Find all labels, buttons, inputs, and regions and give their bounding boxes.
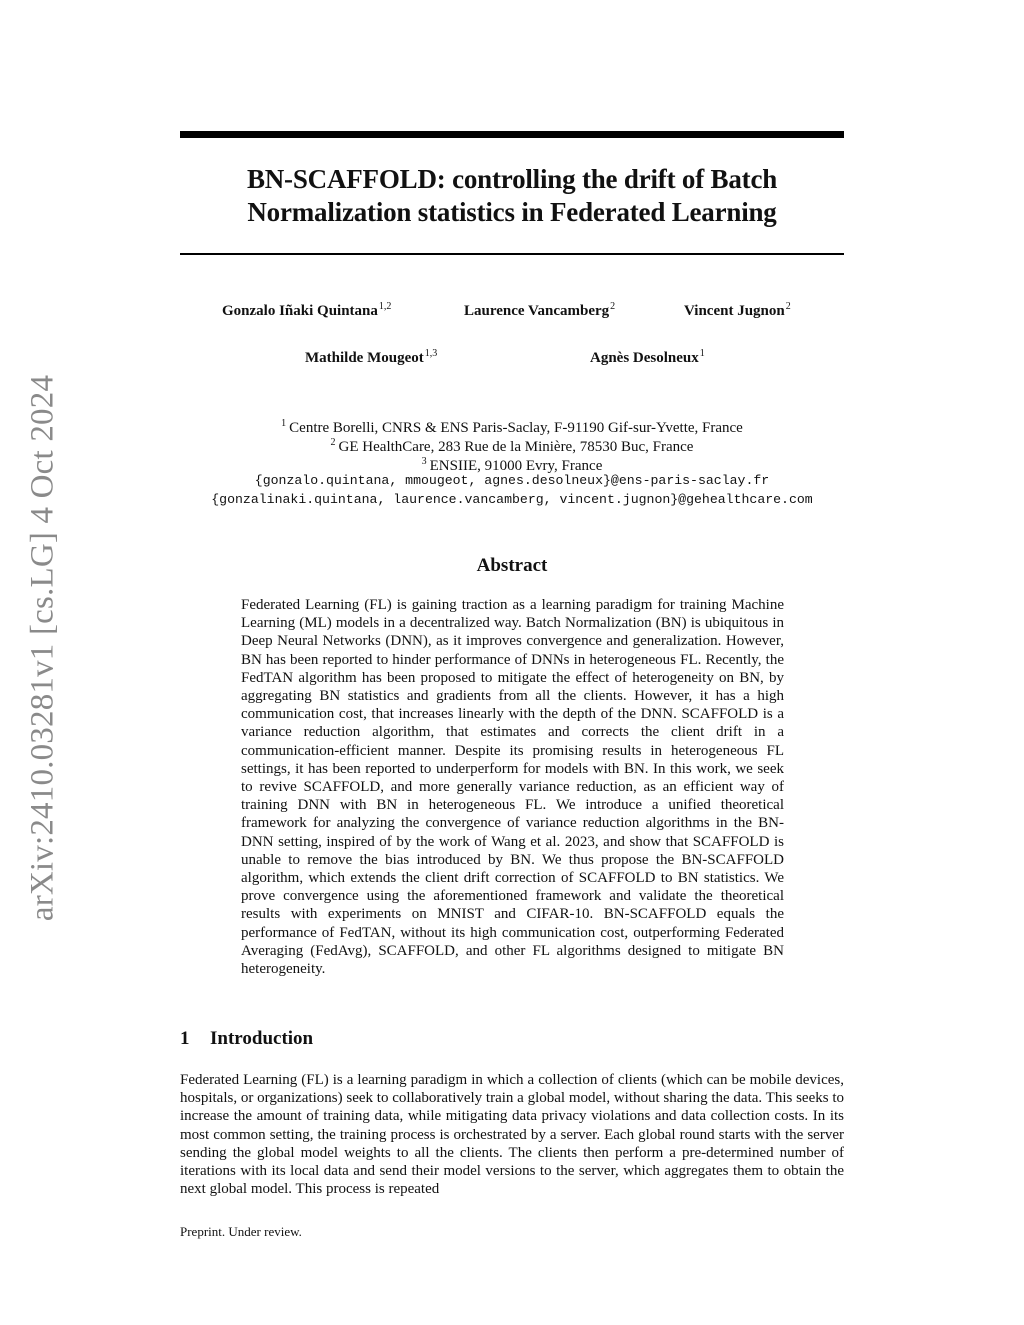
author: [590, 348, 705, 367]
author-name: Vincent Jugnon: [684, 303, 785, 319]
section-body: Federated Learning (FL) is a learning paradigm in which a collection of clients (which can be mobile devices, hospitals, or organizations) seek to collaboratively train a global model, without sharing the data. This seeks to increase the amount of training data, while mitigating data privacy violations and data collection costs. In its most common setting, the training process is orchestrated by a server. Each global round starts with the server sending the global model weights to all the clients. The clients then perform a pre-determined number of iterations with its local data and send their model versions to the server, which aggregates them to obtain the next global model. This process is repeated: [180, 1072, 844, 1198]
section-heading: [180, 1028, 313, 1050]
author: [305, 348, 437, 367]
affiliation-number: 2: [330, 437, 336, 448]
email-line: {gonzalinaki.quintana, laurence.vancamberg, vincent.jugnon}@gehealthcare.com: [211, 492, 813, 507]
footer-note: Preprint. Under review.: [180, 1224, 302, 1239]
title-bottom-rule: [180, 253, 844, 255]
section-title: Introduction: [210, 1028, 314, 1049]
affiliation-text: Centre Borelli, CNRS & ENS Paris-Saclay, F-91190 Gif-sur-Yvette, France: [289, 420, 743, 436]
abstract-heading: Abstract: [476, 555, 548, 576]
abstract-body: Federated Learning (FL) is gaining traction as a learning paradigm for training Machine Learning (ML) models in a decentralized way. Batch Normalization (BN) is ubiquitous in Deep Neural Networks (DNN), as it improves convergence and generalization. However, BN has been reported to hinder performance of DNNs in heterogeneous FL. Recently, the FedTAN algorithm has been proposed to mitigate the effect of heterogeneity on BN, by aggregating BN statistics and gradients from all the clients. However, it has a high communication cost, that increases linearly with the depth of the DNN. SCAFFOLD is a variance reduction algorithm, that estimates and corrects the client drift in a communication-efficient manner. Despite its promising results in heterogeneous FL settings, it has been reported to underperform for models with BN. In this work, we seek to revive SCAFFOLD, and more generally variance reduction, as an efficient way of training DNN with BN in heterogeneous FL. We introduce a unified theoretical framework for analyzing the convergence of variance reduction algorithms in the BN-DNN setting, inspired of by the work of Wang et al. 2023, and show that SCAFFOLD is unable to remove the bias introduced by BN. We thus propose the BN-SCAFFOLD algorithm, which extends the client drift correction of SCAFFOLD to BN statistics. We prove convergence using the aforementioned framework and validate the theoretical results with experiments on MNIST and CIFAR-10. BN-SCAFFOLD equals the performance of FedTAN, without its high communication cost, outperforming Federated Averaging (FedAvg), SCAFFOLD, and other FL algorithms designed to mitigate BN heterogeneity.: [241, 597, 784, 978]
title-line-2: Normalization statistics in Federated Learning: [247, 197, 777, 227]
title-top-rule: [180, 131, 844, 138]
author-affil-mark: 1: [699, 348, 705, 359]
author-name: Gonzalo Iñaki Quintana: [222, 303, 378, 319]
author-name: Mathilde Mougeot: [305, 350, 424, 366]
email-line: {gonzalo.quintana, mmougeot, agnes.desolneux}@ens-paris-saclay.fr: [254, 473, 770, 488]
section-number: 1: [180, 1028, 190, 1049]
author-name: Agnès Desolneux: [590, 350, 699, 366]
author-affil-mark: 1,3: [424, 348, 438, 359]
author-affil-mark: 2: [610, 301, 616, 312]
author: [222, 301, 391, 320]
paper-title: [180, 163, 844, 229]
title-line-1: BN-SCAFFOLD: controlling the drift of Batch: [246, 164, 778, 194]
arxiv-stamp: arXiv:2410.03281v1 [cs.LG] 4 Oct 2024: [24, 374, 61, 922]
author-name: Laurence Vancamberg: [464, 303, 610, 319]
affiliation-text: GE HealthCare, 283 Rue de la Minière, 78530 Buc, France: [338, 439, 694, 455]
author-affil-mark: 2: [785, 301, 791, 312]
affiliation-text: ENSIIE, 91000 Evry, France: [429, 458, 603, 474]
affiliation-number: 1: [281, 418, 287, 429]
author-affil-mark: 1,2: [378, 301, 392, 312]
author: [684, 301, 791, 320]
affiliation-number: 3: [421, 456, 427, 467]
author: [464, 301, 615, 320]
